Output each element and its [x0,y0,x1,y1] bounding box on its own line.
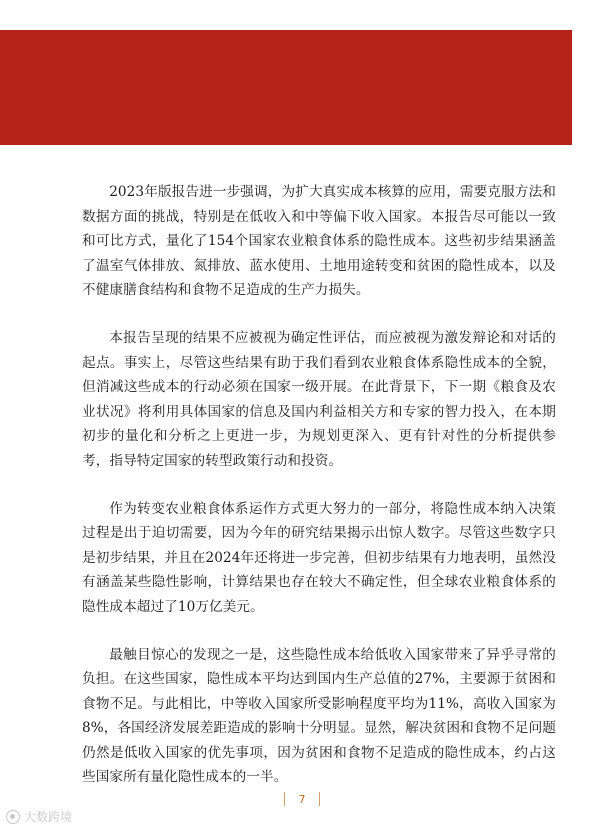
header-banner [0,30,572,145]
page-number-left-divider [284,792,285,806]
paragraph-2: 本报告呈现的结果不应被视为确定性评估，而应被视为激发辩论和对话的起点。事实上，尽管这些结果有助于我们看到农业粮食体系隐性成本的全貌，但消减这些成本的行动必须在国家一级开展。在此背景下，下一期《粮食及农业状况》将利用具体国家的信息及国内利益相关方和专家的智力投入，在本期初步的量化和分析之上更进一步，为规划更深入、更有针对性的分析提供参考，指导特定国家的转型政策行动和投资。 [82,329,556,469]
paragraph-4: 最触目惊心的发现之一是，这些隐性成本给低收入国家带来了异乎寻常的负担。在这些国家，隐性成本平均达到国内生产总值的27%，主要源于贫困和食物不足。与此相比，中等收入国家所受影响程度平均为11%，高收入国家为8%，各国经济发展差距造成的影响十分明显。显然，解决贫困和食物不足问题仍然是低收入国家的优先事项，因为贫困和食物不足造成的隐性成本，约占这些国家所有量化隐性成本的一半。 [82,646,556,786]
page-number-right-divider [319,792,320,806]
page-footer [0,788,604,807]
watermark [6,808,72,825]
watermark-logo-icon [6,810,20,824]
paragraph-3: 作为转变农业粮食体系运作方式更大努力的一部分，将隐性成本纳入决策过程是出于迫切需要，因为今年的研究结果揭示出惊人数字。尽管这些数字只是初步结果，并且在2024年还将进一步完善，但初步结果有力地表明，虽然没有涵盖某些隐性影响，计算结果也存在较大不确定性，但全球农业粮食体系的隐性成本超过了10万亿美元。 [82,500,556,615]
watermark-text: 大数跨境 [24,810,73,824]
page-number: 7 [298,793,306,806]
paragraph-1: 2023年版报告进一步强调，为扩大真实成本核算的应用，需要克服方法和数据方面的挑战，特别是在低收入和中等偏下收入国家。本报告尽可能以一致和可比方式，量化了154个国家农业粮食体系的隐性成本。这些初步结果涵盖了温室气体排放、氮排放、蓝水使用、土地用途转变和贫困的隐性成本，以及不健康膳食结构和食物不足造成的生产力损失。 [82,184,556,299]
document-body [82,180,556,813]
